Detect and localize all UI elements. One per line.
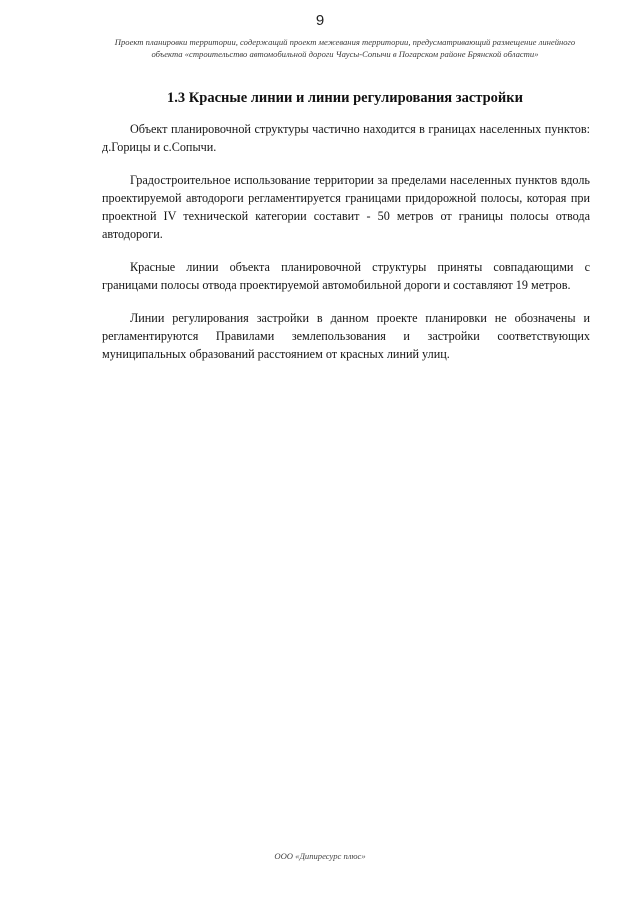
footer-company: ООО «Дипиресурс плюс» xyxy=(274,851,366,861)
section-title: 1.3 Красные линии и линии регулирования застройки xyxy=(167,90,523,106)
paragraph-building-regulation-lines: Линии регулирования застройки в данном проекте планировки не обозначены и регламентируются Правилами землепользования и застройки соответствующих муниципальных образований расстоянием от красных линий улиц. xyxy=(102,311,590,361)
running-header: Проект планировки территории, содержащий проект межевания территории, предусматривающий размещение линейного объекта «строительство автомобильной дороги Чаусы-Сопычи в Погарском районе Брянской области» xyxy=(114,37,576,59)
paragraph-roadside-strip: Градостроительное использование территории за пределами населенных пунктов вдоль проектируемой автодороги регламентируется границами придорожной полосы, которая при проектной IV технической категории составит - 50 метров от границы полосы отвода автодороги. xyxy=(102,173,590,241)
paragraph-red-lines: Красные линии объекта планировочной структуры приняты совпадающими с границами полосы отвода проектируемой автомобильной дороги и составляют 19 метров. xyxy=(102,260,590,292)
page-number: 9 xyxy=(315,12,325,29)
body-text xyxy=(102,120,590,378)
paragraph-settlements: Объект планировочной структуры частично находится в границах населенных пунктов: д.Горицы и с.Сопычи. xyxy=(102,122,590,154)
